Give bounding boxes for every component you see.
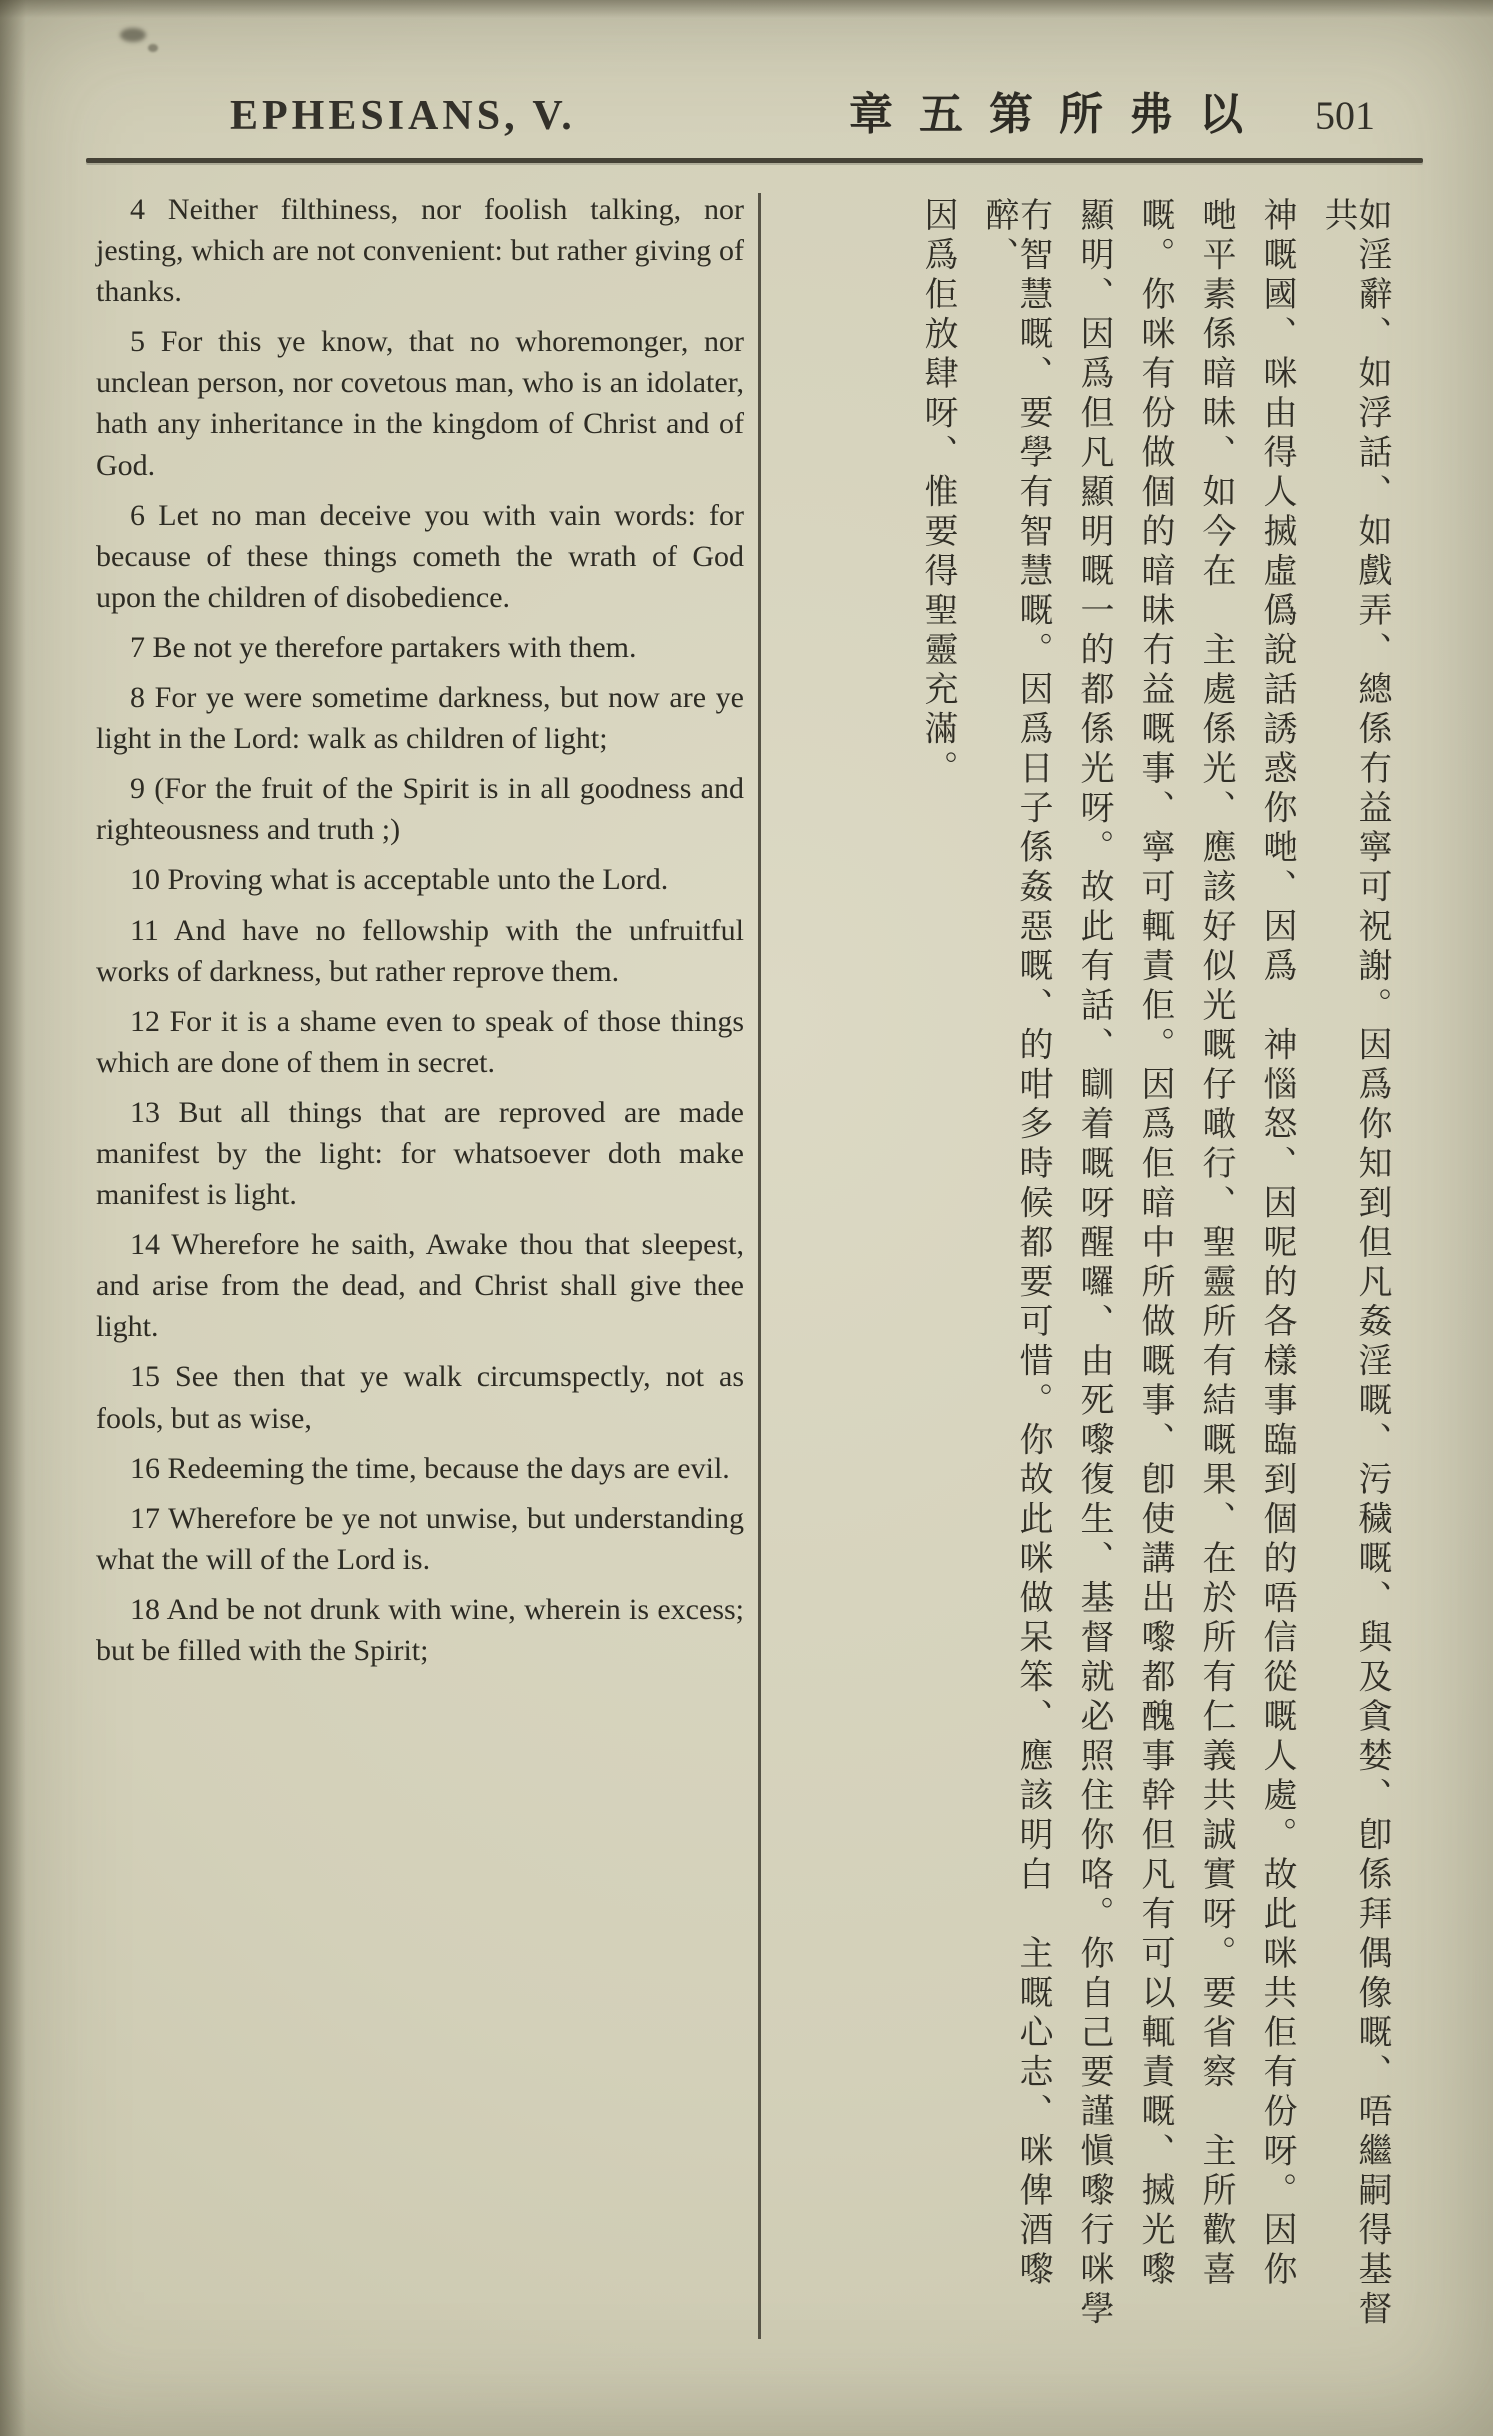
verse-paragraph: 12 For it is a shame even to speak of those things which are done of them in secret. <box>96 1004 744 1079</box>
verse-paragraph: 7 Be not ye therefore partakers with them. <box>130 630 637 664</box>
chinese-column: 如淫辭、如浮話、如戲弄、總係冇益寧可祝謝。因爲你知到但凡姦淫嘅、污穢嘅、與及貪婪、卽係拜偶像嘅、唔繼嗣得基督共 <box>1319 197 1390 2330</box>
verse-paragraph: 15 See then that ye walk circumspectly, not as fools, but as wise, <box>96 1360 744 1435</box>
chinese-column: 神嘅國、咪由得人搣虛僞說話誘惑你哋、因爲 神惱怒、因呢的各樣事臨到個的唔信從嘅人處。故此咪共佢有份呀。因你 <box>1258 197 1295 2291</box>
verse-paragraph: 17 Wherefore be ye not unwise, but understanding what the will of the Lord is. <box>96 1501 744 1576</box>
chinese-column: 冇智慧嘅、要學有智慧嘅。因爲日子係姦惡嘅、的咁多時候都要可惜。你故此咪做呆笨、應該明白 主嘅心志、咪俾酒嚟醉、 <box>980 197 1051 2291</box>
verse-paragraph: 13 But all things that are reproved are made manifest by the light: for whatsoever doth make manifest is light. <box>96 1095 744 1212</box>
verse-paragraph: 14 Wherefore he saith, Awake thou that sleepest, and arise from the dead, and Christ shall give thee light. <box>96 1228 744 1344</box>
page-header <box>0 0 1493 142</box>
header-title-english: EPHESIANS, V. <box>230 93 576 139</box>
chinese-column: 嘅。你咪有份做個的暗昧冇益嘅事、寧可輒責佢。因爲佢暗中所做嘅事、卽使講出嚟都醜事幹但凡有可以輒責嘅、搣光嚟 <box>1136 197 1173 2291</box>
verse-paragraph: 8 For ye were sometime darkness, but now are ye light in the Lord: walk as children of light; <box>96 681 744 756</box>
chinese-text-block <box>761 189 1429 2347</box>
chinese-column: 因爲佢放肆呀、惟要得聖靈充滿。 <box>919 197 956 790</box>
chinese-column: 哋平素係暗昧、如今在 主處係光、應該好似光嘅仔噉行、聖靈所有結嘅果、在於所有仁義共誠實呀。要省察 主所歡喜 <box>1197 197 1234 2291</box>
english-text-column <box>96 189 744 2369</box>
verse-paragraph: 9 (For the fruit of the Spirit is in all goodness and righteousness and truth ;) <box>96 772 744 847</box>
page-number: 501 <box>1315 93 1375 138</box>
verse-paragraph: 5 For this ye know, that no whoremonger, nor unclean person, nor covetous man, who is an idolater, hath any inheritance in the kingdom of Christ and of God. <box>96 325 744 482</box>
verse-paragraph: 18 And be not drunk with wine, wherein is excess; but be filled with the Spirit; <box>96 1592 744 1667</box>
chinese-column: 顯明、因爲但凡顯明嘅一的都係光呀。故此有話、瞓着嘅呀醒囉、由死嚟復生、基督就必照住你咯。你自己要謹愼嚟行咪學 <box>1075 197 1112 2330</box>
header-title-chinese: 章五第所弗以 <box>849 90 1269 139</box>
page-edge-shadow-left <box>0 0 26 2436</box>
page-content <box>0 163 1493 2369</box>
verse-paragraph: 11 And have no fellowship with the unfruitful works of darkness, but rather reprove them. <box>96 913 744 988</box>
verse-paragraph: 6 Let no man deceive you with vain words: for because of these things cometh the wrath of God upon the children of disobedience. <box>96 498 744 614</box>
verse-paragraph: 16 Redeeming the time, because the days are evil. <box>130 1451 730 1485</box>
verse-paragraph: 4 Neither filthiness, nor foolish talking, nor jesting, which are not convenient: but rather giving of thanks. <box>96 193 744 309</box>
verse-paragraph: 10 Proving what is acceptable unto the Lord. <box>130 863 669 897</box>
